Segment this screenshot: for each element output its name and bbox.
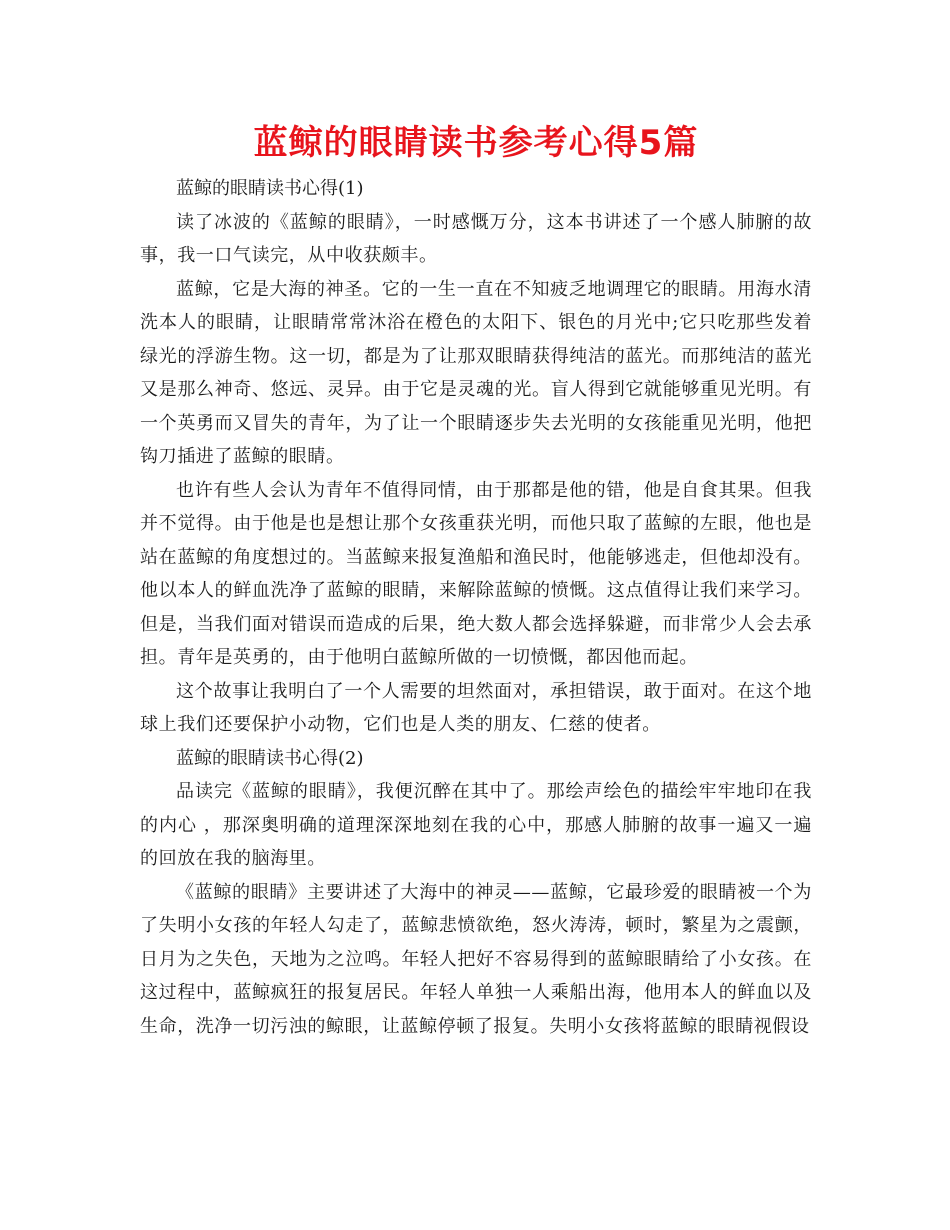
paragraph: 蓝鲸，它是大海的神圣。它的一生一直在不知疲乏地调理它的眼睛。用海水清洗本人的眼睛，让眼睛常常沐浴在橙色的太阳下、银色的月光中;它只吃那些发着绿光的浮游生物。这一切，都是为了让那双眼睛获得纯洁的蓝光。而那纯洁的蓝光又是那么神奇、悠远、灵异。由于它是灵魂的光。盲人得到它就能够重见光明。有一个英勇而又冒失的青年，为了让一个眼睛逐步失去光明的女孩能重见光明，他把钩刀插进了蓝鲸的眼睛。 — [140, 278, 812, 467]
paragraph: 这个故事让我明白了一个人需要的坦然面对，承担错误，敢于面对。在这个地球上我们还要保护小动物，它们也是人类的朋友、仁慈的使者。 — [140, 680, 812, 735]
section-1 — [140, 172, 812, 742]
paragraph: 也许有些人会认为青年不值得同情，由于那都是他的错，他是自食其果。但我并不觉得。由于他是也是想让那个女孩重获光明，而他只取了蓝鲸的左眼，他也是站在蓝鲸的角度想过的。当蓝鲸来报复渔船和渔民时，他能够逃走，但他却没有。他以本人的鲜血洗净了蓝鲸的眼睛，来解除蓝鲸的愤慨。这点值得让我们来学习。但是，当我们面对错误而造成的后果，绝大数人都会选择躲避，而非常少人会去承担。青年是英勇的，由于他明白蓝鲸所做的一切愤慨，都因他而起。 — [140, 479, 812, 668]
paragraph: 《蓝鲸的眼睛》主要讲述了大海中的神灵——蓝鲸，它最珍爱的眼睛被一个为了失明小女孩的年轻人勾走了，蓝鲸悲愤欲绝，怒火涛涛，顿时，繁星为之震颤，日月为之失色，天地为之泣鸣。年轻人把好不容易得到的蓝鲸眼睛给了小女孩。在这过程中，蓝鲸疯狂的报复居民。年轻人单独一人乘船出海，他用本人的鲜血以及生命，洗净一切污浊的鲸眼，让蓝鲸停顿了报复。失明小女孩将蓝鲸的眼睛视假设 — [140, 881, 812, 1037]
section-heading: 蓝鲸的眼睛读书心得(1) — [176, 178, 364, 199]
paragraph: 读了冰波的《蓝鲸的眼睛》，一时感慨万分，这本书讲述了一个感人肺腑的故事，我一口气读完，从中收获颇丰。 — [140, 211, 812, 266]
section-2 — [140, 742, 812, 1044]
document-title: 蓝鲸的眼睛读书参考心得5篇 — [253, 123, 699, 163]
section-heading: 蓝鲸的眼睛读书心得(2) — [176, 747, 364, 769]
document-page — [140, 118, 812, 1043]
paragraph: 品读完《蓝鲸的眼睛》，我便沉醉在其中了。那绘声绘色的描绘牢牢地印在我的内心 ，那深奥明确的道理深深地刻在我的心中，那感人肺腑的故事一遍又一遍的回放在我的脑海里。 — [140, 781, 812, 869]
